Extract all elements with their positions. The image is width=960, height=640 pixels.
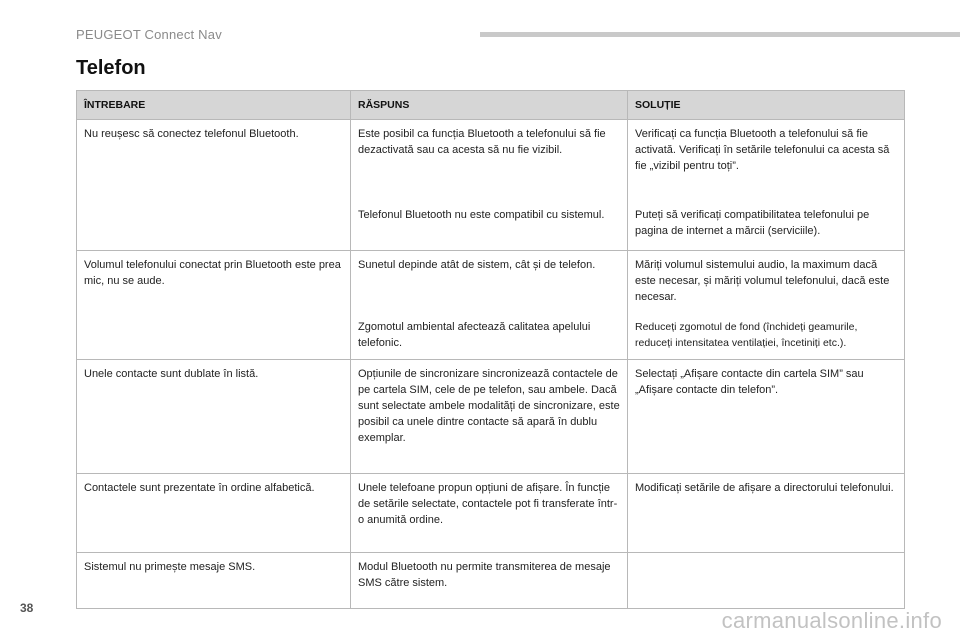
column-header-answer: RĂSPUNS [351,91,628,120]
faq-table [76,90,905,609]
question-cell: Nu reușesc să conectez telefonul Bluetooth. [77,120,351,251]
solution-cell: Selectați „Afișare contacte din cartela SIM” sau „Afișare contacte din telefon”. [628,360,905,474]
table-header-row [77,91,905,120]
solution-cell: Reduceți zgomotul de fond (închideți geamurile, reduceți intensitatea ventilației, încetiniți etc.). [628,313,905,360]
solution-cell: Modificați setările de afișare a directorului telefonului. [628,474,905,553]
table-row [77,474,905,553]
watermark: carmanualsonline.info [721,608,942,633]
solution-cell: Verificați ca funcția Bluetooth a telefonului să fie activată. Verificați în setările telefonului ca acesta să fie „vizibil pentru toți”. [628,120,905,201]
answer-cell: Zgomotul ambiental afectează calitatea apelului telefonic. [351,313,628,360]
column-header-question: ÎNTREBARE [77,91,351,120]
question-cell: Unele contacte sunt dublate în listă. [77,360,351,474]
answer-cell: Unele telefoane propun opțiuni de afișare. În funcție de setările selectate, contactele pot fi transferate într-o anumită ordine. [351,474,628,553]
page-title: Telefon [76,57,146,79]
page-number: 38 [20,601,34,615]
answer-cell: Este posibil ca funcția Bluetooth a telefonului să fie dezactivată sau ca acesta să nu fie vizibil. [351,120,628,201]
answer-cell: Sunetul depinde atât de sistem, cât și de telefon. [351,251,628,313]
table-row [77,120,905,201]
table-row [77,251,905,313]
solution-cell [628,553,905,609]
answer-cell: Telefonul Bluetooth nu este compatibil cu sistemul. [351,201,628,251]
question-cell: Volumul telefonului conectat prin Bluetooth este prea mic, nu se aude. [77,251,351,360]
answer-cell: Opțiunile de sincronizare sincronizează contactele de pe cartela SIM, cele de pe telefon, sau ambele. Dacă sunt selectate ambele modalități de sincronizare, este posibil ca unele dintre contacte să apară în dublu exemplar. [351,360,628,474]
brand-name: PEUGEOT Connect Nav [76,27,222,42]
header-divider-bar [480,32,960,37]
solution-cell: Măriți volumul sistemului audio, la maximum dacă este necesar, și măriți volumul telefonului, dacă este necesar. [628,251,905,313]
answer-cell: Modul Bluetooth nu permite transmiterea de mesaje SMS către sistem. [351,553,628,609]
question-cell: Sistemul nu primește mesaje SMS. [77,553,351,609]
table-row [77,360,905,474]
table-row [77,553,905,609]
solution-cell: Puteți să verificați compatibilitatea telefonului pe pagina de internet a mărcii (serviciile). [628,201,905,251]
column-header-solution: SOLUȚIE [628,91,905,120]
question-cell: Contactele sunt prezentate în ordine alfabetică. [77,474,351,553]
